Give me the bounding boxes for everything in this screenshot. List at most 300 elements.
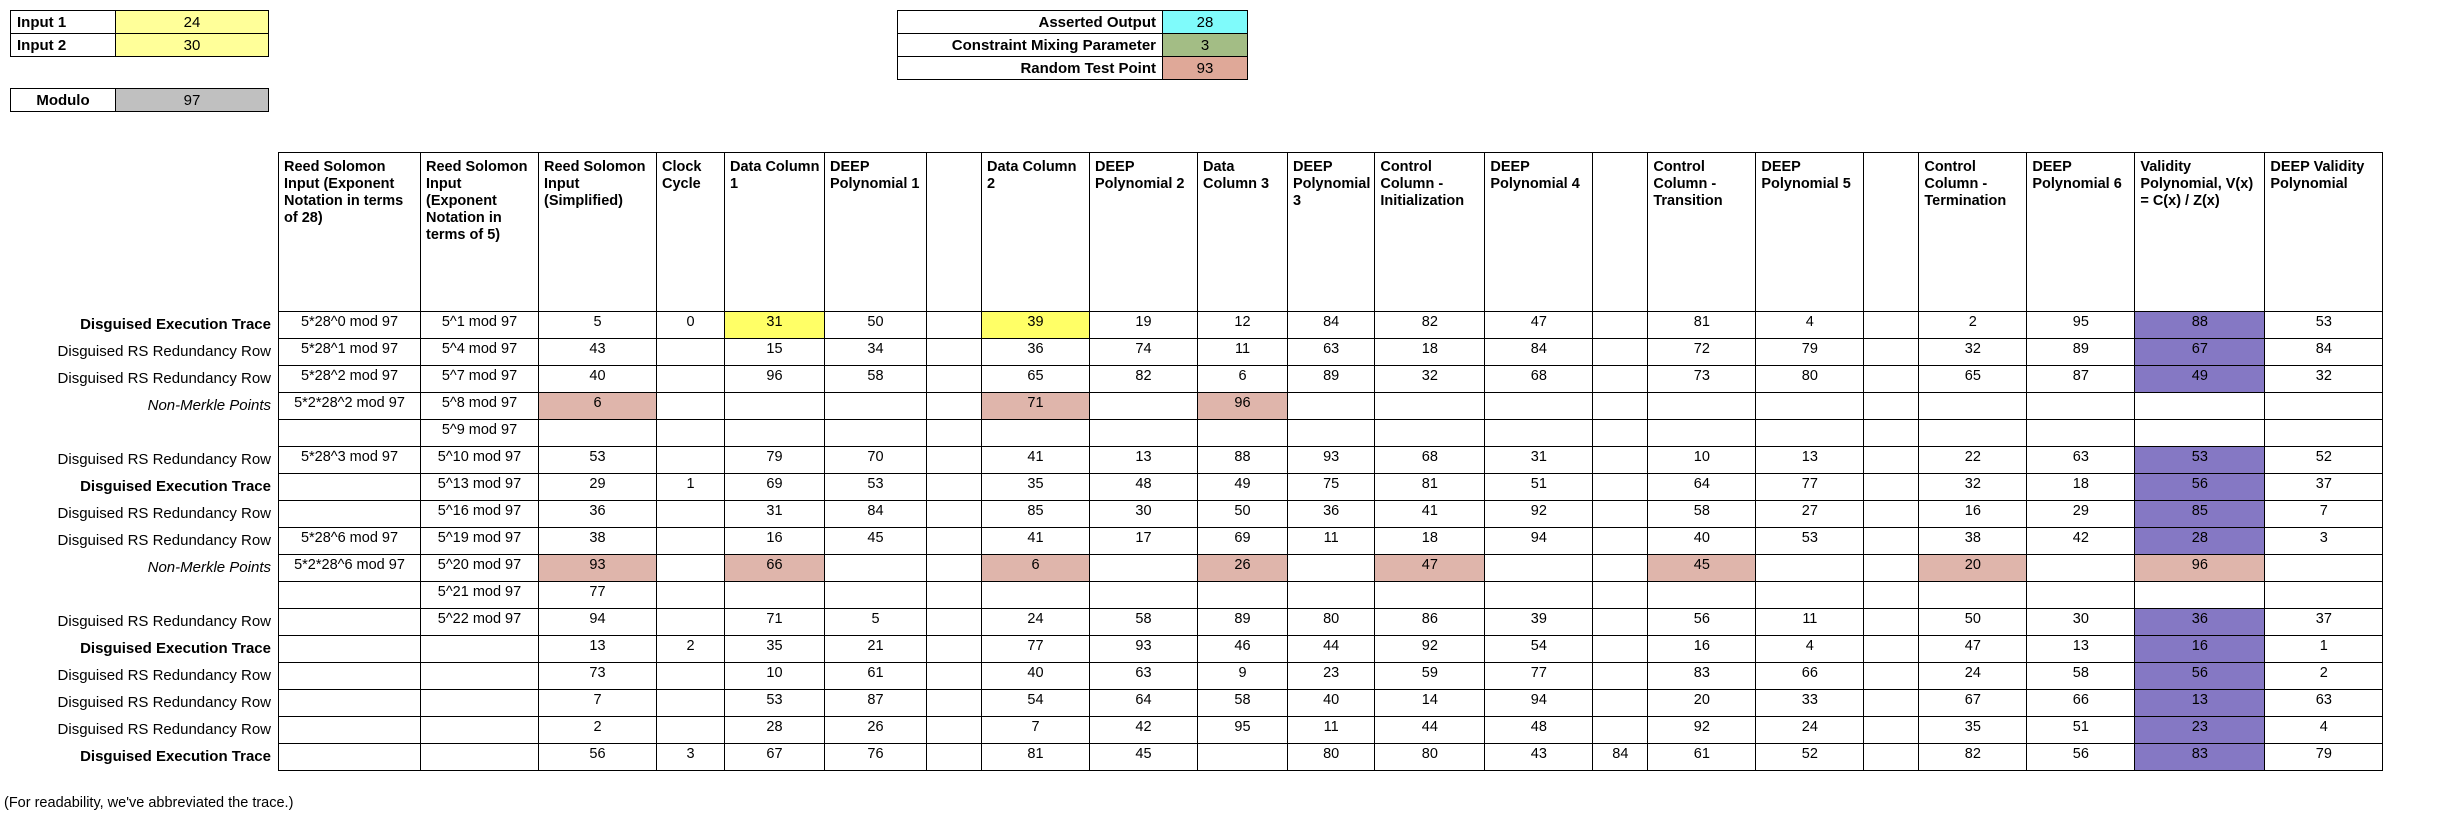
table-cell[interactable] — [279, 636, 421, 663]
table-cell[interactable] — [1485, 582, 1593, 609]
table-cell[interactable]: 40 — [1288, 690, 1375, 717]
table-cell[interactable]: 6 — [1198, 366, 1288, 393]
table-cell[interactable]: 58 — [825, 366, 927, 393]
table-cell[interactable]: 63 — [1288, 339, 1375, 366]
table-cell[interactable] — [1648, 420, 1756, 447]
table-cell[interactable] — [1864, 609, 1919, 636]
table-cell[interactable]: 89 — [1288, 366, 1375, 393]
table-cell[interactable]: 19 — [1090, 312, 1198, 339]
table-cell[interactable]: 71 — [982, 393, 1090, 420]
table-cell[interactable]: 40 — [539, 366, 657, 393]
asserted-output-value[interactable]: 28 — [1163, 11, 1248, 34]
table-cell[interactable]: 5^21 mod 97 — [421, 582, 539, 609]
table-cell[interactable]: 58 — [1090, 609, 1198, 636]
table-cell[interactable]: 31 — [725, 312, 825, 339]
table-cell[interactable]: 0 — [657, 312, 725, 339]
table-cell[interactable]: 73 — [1648, 366, 1756, 393]
table-cell[interactable]: 13 — [1756, 447, 1864, 474]
table-cell[interactable]: 5*28^6 mod 97 — [279, 528, 421, 555]
table-cell[interactable]: 84 — [1485, 339, 1593, 366]
table-cell[interactable]: 45 — [1090, 744, 1198, 771]
table-cell[interactable]: 7 — [982, 717, 1090, 744]
table-cell[interactable]: 68 — [1485, 366, 1593, 393]
table-cell[interactable]: 20 — [1919, 555, 2027, 582]
table-cell[interactable] — [1198, 582, 1288, 609]
table-cell[interactable]: 5*28^0 mod 97 — [279, 312, 421, 339]
table-cell[interactable] — [1864, 528, 1919, 555]
table-cell[interactable] — [927, 555, 982, 582]
table-cell[interactable]: 4 — [1756, 312, 1864, 339]
table-cell[interactable] — [1919, 582, 2027, 609]
table-cell[interactable] — [2265, 555, 2383, 582]
table-cell[interactable]: 41 — [982, 528, 1090, 555]
table-cell[interactable] — [1593, 420, 1648, 447]
table-cell[interactable]: 36 — [982, 339, 1090, 366]
table-cell[interactable] — [1375, 582, 1485, 609]
table-cell[interactable]: 58 — [1198, 690, 1288, 717]
table-cell[interactable] — [539, 420, 657, 447]
table-cell[interactable] — [657, 393, 725, 420]
table-cell[interactable]: 43 — [539, 339, 657, 366]
table-cell[interactable]: 31 — [725, 501, 825, 528]
table-cell[interactable]: 84 — [825, 501, 927, 528]
table-cell[interactable] — [927, 663, 982, 690]
table-cell[interactable]: 51 — [2027, 717, 2135, 744]
table-cell[interactable]: 53 — [2135, 447, 2265, 474]
table-cell[interactable] — [421, 636, 539, 663]
table-cell[interactable]: 40 — [1648, 528, 1756, 555]
table-cell[interactable]: 82 — [1375, 312, 1485, 339]
table-cell[interactable]: 29 — [2027, 501, 2135, 528]
table-cell[interactable]: 71 — [725, 609, 825, 636]
table-cell[interactable] — [1593, 582, 1648, 609]
table-cell[interactable] — [1288, 555, 1375, 582]
table-cell[interactable]: 5 — [539, 312, 657, 339]
table-cell[interactable] — [725, 582, 825, 609]
input1-value[interactable]: 24 — [116, 11, 269, 34]
table-cell[interactable]: 58 — [2027, 663, 2135, 690]
table-cell[interactable]: 75 — [1288, 474, 1375, 501]
table-cell[interactable]: 74 — [1090, 339, 1198, 366]
table-cell[interactable] — [657, 690, 725, 717]
table-cell[interactable] — [279, 690, 421, 717]
table-cell[interactable] — [1593, 609, 1648, 636]
table-cell[interactable]: 93 — [1288, 447, 1375, 474]
table-cell[interactable]: 48 — [1485, 717, 1593, 744]
table-cell[interactable]: 66 — [1756, 663, 1864, 690]
table-cell[interactable] — [1593, 690, 1648, 717]
table-cell[interactable]: 72 — [1648, 339, 1756, 366]
table-cell[interactable] — [825, 420, 927, 447]
table-cell[interactable] — [1864, 474, 1919, 501]
table-cell[interactable]: 5^8 mod 97 — [421, 393, 539, 420]
table-cell[interactable] — [279, 501, 421, 528]
table-cell[interactable]: 53 — [725, 690, 825, 717]
table-cell[interactable]: 87 — [825, 690, 927, 717]
table-cell[interactable]: 40 — [982, 663, 1090, 690]
table-cell[interactable]: 66 — [725, 555, 825, 582]
table-cell[interactable]: 29 — [539, 474, 657, 501]
table-cell[interactable]: 1 — [657, 474, 725, 501]
table-cell[interactable]: 76 — [825, 744, 927, 771]
table-cell[interactable] — [1864, 366, 1919, 393]
table-cell[interactable]: 63 — [2265, 690, 2383, 717]
table-cell[interactable]: 36 — [539, 501, 657, 528]
table-cell[interactable]: 5^10 mod 97 — [421, 447, 539, 474]
table-cell[interactable] — [1756, 555, 1864, 582]
table-cell[interactable]: 18 — [2027, 474, 2135, 501]
table-cell[interactable]: 16 — [2135, 636, 2265, 663]
table-cell[interactable]: 1 — [2265, 636, 2383, 663]
table-cell[interactable]: 5^19 mod 97 — [421, 528, 539, 555]
table-cell[interactable]: 6 — [539, 393, 657, 420]
table-cell[interactable] — [1864, 744, 1919, 771]
table-cell[interactable]: 81 — [1648, 312, 1756, 339]
table-cell[interactable]: 85 — [982, 501, 1090, 528]
table-cell[interactable] — [927, 636, 982, 663]
table-cell[interactable]: 7 — [539, 690, 657, 717]
table-cell[interactable]: 69 — [1198, 528, 1288, 555]
table-cell[interactable]: 5 — [825, 609, 927, 636]
table-cell[interactable]: 94 — [1485, 690, 1593, 717]
table-cell[interactable]: 50 — [1198, 501, 1288, 528]
table-cell[interactable]: 45 — [1648, 555, 1756, 582]
table-cell[interactable]: 93 — [1090, 636, 1198, 663]
table-cell[interactable] — [927, 690, 982, 717]
table-cell[interactable]: 10 — [725, 663, 825, 690]
table-cell[interactable]: 47 — [1485, 312, 1593, 339]
table-cell[interactable]: 79 — [725, 447, 825, 474]
table-cell[interactable] — [279, 717, 421, 744]
table-cell[interactable]: 3 — [2265, 528, 2383, 555]
table-cell[interactable]: 21 — [825, 636, 927, 663]
table-cell[interactable]: 84 — [1593, 744, 1648, 771]
table-cell[interactable]: 32 — [2265, 366, 2383, 393]
table-cell[interactable]: 80 — [1375, 744, 1485, 771]
table-cell[interactable]: 2 — [2265, 663, 2383, 690]
table-cell[interactable]: 82 — [1090, 366, 1198, 393]
table-cell[interactable]: 5^22 mod 97 — [421, 609, 539, 636]
table-cell[interactable] — [1593, 474, 1648, 501]
table-cell[interactable] — [1593, 393, 1648, 420]
table-cell[interactable] — [657, 663, 725, 690]
table-cell[interactable]: 47 — [1919, 636, 2027, 663]
table-cell[interactable]: 3 — [657, 744, 725, 771]
table-cell[interactable]: 47 — [1375, 555, 1485, 582]
table-cell[interactable] — [1919, 420, 2027, 447]
table-cell[interactable] — [825, 582, 927, 609]
table-cell[interactable]: 77 — [1485, 663, 1593, 690]
table-cell[interactable] — [2265, 582, 2383, 609]
table-cell[interactable] — [657, 447, 725, 474]
table-cell[interactable]: 44 — [1288, 636, 1375, 663]
table-cell[interactable]: 5*2*28^6 mod 97 — [279, 555, 421, 582]
table-cell[interactable] — [657, 582, 725, 609]
table-cell[interactable] — [1648, 393, 1756, 420]
table-cell[interactable] — [1090, 393, 1198, 420]
table-cell[interactable]: 18 — [1375, 528, 1485, 555]
table-cell[interactable] — [1864, 393, 1919, 420]
table-cell[interactable] — [657, 339, 725, 366]
table-cell[interactable] — [1198, 420, 1288, 447]
table-cell[interactable]: 77 — [982, 636, 1090, 663]
table-cell[interactable] — [1756, 420, 1864, 447]
table-cell[interactable]: 49 — [1198, 474, 1288, 501]
table-cell[interactable]: 11 — [1198, 339, 1288, 366]
table-cell[interactable]: 13 — [539, 636, 657, 663]
table-cell[interactable] — [825, 393, 927, 420]
table-cell[interactable] — [927, 474, 982, 501]
table-cell[interactable]: 5^1 mod 97 — [421, 312, 539, 339]
table-cell[interactable]: 77 — [539, 582, 657, 609]
table-cell[interactable]: 89 — [1198, 609, 1288, 636]
table-cell[interactable] — [725, 420, 825, 447]
table-cell[interactable] — [1864, 690, 1919, 717]
table-cell[interactable]: 56 — [2135, 474, 2265, 501]
table-cell[interactable]: 13 — [2135, 690, 2265, 717]
table-cell[interactable]: 23 — [1288, 663, 1375, 690]
table-cell[interactable]: 36 — [1288, 501, 1375, 528]
table-cell[interactable] — [927, 501, 982, 528]
table-cell[interactable]: 26 — [1198, 555, 1288, 582]
table-cell[interactable] — [1593, 447, 1648, 474]
table-cell[interactable] — [1864, 636, 1919, 663]
table-cell[interactable]: 80 — [1756, 366, 1864, 393]
table-cell[interactable] — [1288, 582, 1375, 609]
table-cell[interactable] — [657, 420, 725, 447]
table-cell[interactable]: 43 — [1485, 744, 1593, 771]
table-cell[interactable]: 64 — [1090, 690, 1198, 717]
table-cell[interactable]: 5*28^1 mod 97 — [279, 339, 421, 366]
table-cell[interactable]: 2 — [657, 636, 725, 663]
table-cell[interactable]: 5^4 mod 97 — [421, 339, 539, 366]
table-cell[interactable]: 61 — [825, 663, 927, 690]
table-cell[interactable] — [421, 663, 539, 690]
table-cell[interactable]: 67 — [1919, 690, 2027, 717]
table-cell[interactable]: 6 — [982, 555, 1090, 582]
table-cell[interactable]: 95 — [1198, 717, 1288, 744]
constraint-mixing-parameter-value[interactable]: 3 — [1163, 34, 1248, 57]
table-cell[interactable]: 18 — [1375, 339, 1485, 366]
table-cell[interactable]: 37 — [2265, 609, 2383, 636]
table-cell[interactable]: 41 — [1375, 501, 1485, 528]
table-cell[interactable]: 30 — [2027, 609, 2135, 636]
table-cell[interactable]: 50 — [1919, 609, 2027, 636]
table-cell[interactable]: 67 — [2135, 339, 2265, 366]
random-test-point-value[interactable]: 93 — [1163, 57, 1248, 80]
table-cell[interactable]: 42 — [2027, 528, 2135, 555]
table-cell[interactable]: 42 — [1090, 717, 1198, 744]
table-cell[interactable]: 4 — [2265, 717, 2383, 744]
table-cell[interactable]: 84 — [2265, 339, 2383, 366]
table-cell[interactable]: 5^7 mod 97 — [421, 366, 539, 393]
table-cell[interactable] — [1593, 528, 1648, 555]
table-cell[interactable]: 5*28^3 mod 97 — [279, 447, 421, 474]
table-cell[interactable] — [1593, 636, 1648, 663]
table-cell[interactable] — [657, 528, 725, 555]
table-cell[interactable] — [1375, 393, 1485, 420]
table-cell[interactable]: 53 — [825, 474, 927, 501]
table-cell[interactable] — [421, 717, 539, 744]
table-cell[interactable]: 58 — [1648, 501, 1756, 528]
table-cell[interactable] — [1090, 420, 1198, 447]
table-cell[interactable]: 84 — [1288, 312, 1375, 339]
table-cell[interactable]: 22 — [1919, 447, 2027, 474]
table-cell[interactable]: 81 — [1375, 474, 1485, 501]
table-cell[interactable]: 68 — [1375, 447, 1485, 474]
table-cell[interactable]: 38 — [539, 528, 657, 555]
table-cell[interactable]: 65 — [982, 366, 1090, 393]
table-cell[interactable] — [927, 609, 982, 636]
table-cell[interactable]: 53 — [1756, 528, 1864, 555]
table-cell[interactable]: 82 — [1919, 744, 2027, 771]
table-cell[interactable]: 79 — [1756, 339, 1864, 366]
table-cell[interactable]: 61 — [1648, 744, 1756, 771]
table-cell[interactable]: 64 — [1648, 474, 1756, 501]
table-cell[interactable]: 83 — [2135, 744, 2265, 771]
table-cell[interactable] — [1485, 393, 1593, 420]
table-cell[interactable] — [2135, 582, 2265, 609]
table-cell[interactable] — [1593, 339, 1648, 366]
table-cell[interactable] — [1864, 339, 1919, 366]
table-cell[interactable] — [2027, 393, 2135, 420]
table-cell[interactable] — [279, 609, 421, 636]
table-cell[interactable]: 11 — [1288, 717, 1375, 744]
table-cell[interactable]: 20 — [1648, 690, 1756, 717]
table-cell[interactable] — [657, 609, 725, 636]
table-cell[interactable] — [927, 744, 982, 771]
table-cell[interactable]: 92 — [1648, 717, 1756, 744]
table-cell[interactable] — [1090, 555, 1198, 582]
table-cell[interactable]: 41 — [982, 447, 1090, 474]
table-cell[interactable]: 86 — [1375, 609, 1485, 636]
table-cell[interactable]: 32 — [1375, 366, 1485, 393]
table-cell[interactable] — [1756, 393, 1864, 420]
table-cell[interactable] — [279, 663, 421, 690]
table-cell[interactable] — [1864, 501, 1919, 528]
table-cell[interactable] — [982, 582, 1090, 609]
table-cell[interactable] — [1864, 582, 1919, 609]
table-cell[interactable] — [421, 744, 539, 771]
modulo-value[interactable]: 97 — [116, 89, 269, 112]
table-cell[interactable]: 5^9 mod 97 — [421, 420, 539, 447]
table-cell[interactable] — [1090, 582, 1198, 609]
table-cell[interactable] — [927, 447, 982, 474]
table-cell[interactable]: 89 — [2027, 339, 2135, 366]
input2-value[interactable]: 30 — [116, 34, 269, 57]
table-cell[interactable]: 16 — [725, 528, 825, 555]
table-cell[interactable]: 48 — [1090, 474, 1198, 501]
table-cell[interactable]: 5*28^2 mod 97 — [279, 366, 421, 393]
table-cell[interactable] — [1864, 420, 1919, 447]
table-cell[interactable]: 12 — [1198, 312, 1288, 339]
table-cell[interactable]: 45 — [825, 528, 927, 555]
table-cell[interactable]: 63 — [2027, 447, 2135, 474]
table-cell[interactable]: 11 — [1288, 528, 1375, 555]
table-cell[interactable]: 28 — [2135, 528, 2265, 555]
table-cell[interactable] — [279, 582, 421, 609]
table-cell[interactable]: 80 — [1288, 744, 1375, 771]
table-cell[interactable] — [657, 555, 725, 582]
table-cell[interactable] — [2027, 582, 2135, 609]
table-cell[interactable]: 13 — [2027, 636, 2135, 663]
table-cell[interactable] — [2265, 420, 2383, 447]
table-cell[interactable] — [927, 717, 982, 744]
table-cell[interactable]: 93 — [539, 555, 657, 582]
table-cell[interactable] — [927, 582, 982, 609]
table-cell[interactable] — [2135, 420, 2265, 447]
table-cell[interactable] — [927, 420, 982, 447]
table-cell[interactable]: 5^13 mod 97 — [421, 474, 539, 501]
table-cell[interactable]: 5^16 mod 97 — [421, 501, 539, 528]
table-cell[interactable]: 34 — [825, 339, 927, 366]
table-cell[interactable]: 56 — [1648, 609, 1756, 636]
table-cell[interactable]: 31 — [1485, 447, 1593, 474]
table-cell[interactable]: 51 — [1485, 474, 1593, 501]
table-cell[interactable] — [2265, 393, 2383, 420]
table-cell[interactable]: 10 — [1648, 447, 1756, 474]
table-cell[interactable]: 63 — [1090, 663, 1198, 690]
table-cell[interactable] — [1375, 420, 1485, 447]
table-cell[interactable] — [725, 393, 825, 420]
table-cell[interactable] — [1288, 393, 1375, 420]
table-cell[interactable] — [927, 312, 982, 339]
table-cell[interactable] — [1593, 312, 1648, 339]
table-cell[interactable] — [1288, 420, 1375, 447]
table-cell[interactable] — [279, 744, 421, 771]
table-cell[interactable]: 16 — [1919, 501, 2027, 528]
table-cell[interactable]: 73 — [539, 663, 657, 690]
table-cell[interactable]: 35 — [725, 636, 825, 663]
table-cell[interactable]: 52 — [1756, 744, 1864, 771]
table-cell[interactable]: 39 — [1485, 609, 1593, 636]
table-cell[interactable]: 77 — [1756, 474, 1864, 501]
table-cell[interactable]: 33 — [1756, 690, 1864, 717]
table-cell[interactable]: 96 — [1198, 393, 1288, 420]
table-cell[interactable] — [825, 555, 927, 582]
table-cell[interactable] — [1485, 555, 1593, 582]
table-cell[interactable]: 5*2*28^2 mod 97 — [279, 393, 421, 420]
table-cell[interactable] — [2027, 420, 2135, 447]
table-cell[interactable]: 92 — [1375, 636, 1485, 663]
table-cell[interactable]: 4 — [1756, 636, 1864, 663]
table-cell[interactable]: 35 — [1919, 717, 2027, 744]
table-cell[interactable]: 81 — [982, 744, 1090, 771]
table-cell[interactable] — [1864, 663, 1919, 690]
table-cell[interactable] — [927, 528, 982, 555]
table-cell[interactable]: 2 — [1919, 312, 2027, 339]
table-cell[interactable] — [927, 339, 982, 366]
table-cell[interactable]: 87 — [2027, 366, 2135, 393]
table-cell[interactable]: 17 — [1090, 528, 1198, 555]
table-cell[interactable]: 83 — [1648, 663, 1756, 690]
table-cell[interactable]: 65 — [1919, 366, 2027, 393]
table-cell[interactable] — [1756, 582, 1864, 609]
table-cell[interactable]: 69 — [725, 474, 825, 501]
table-cell[interactable] — [1864, 312, 1919, 339]
table-cell[interactable] — [279, 420, 421, 447]
table-cell[interactable]: 94 — [539, 609, 657, 636]
table-cell[interactable]: 39 — [982, 312, 1090, 339]
table-cell[interactable]: 95 — [2027, 312, 2135, 339]
table-cell[interactable]: 70 — [825, 447, 927, 474]
table-cell[interactable]: 26 — [825, 717, 927, 744]
table-cell[interactable] — [657, 501, 725, 528]
table-cell[interactable]: 27 — [1756, 501, 1864, 528]
table-cell[interactable]: 50 — [825, 312, 927, 339]
table-cell[interactable]: 14 — [1375, 690, 1485, 717]
table-cell[interactable] — [2135, 393, 2265, 420]
